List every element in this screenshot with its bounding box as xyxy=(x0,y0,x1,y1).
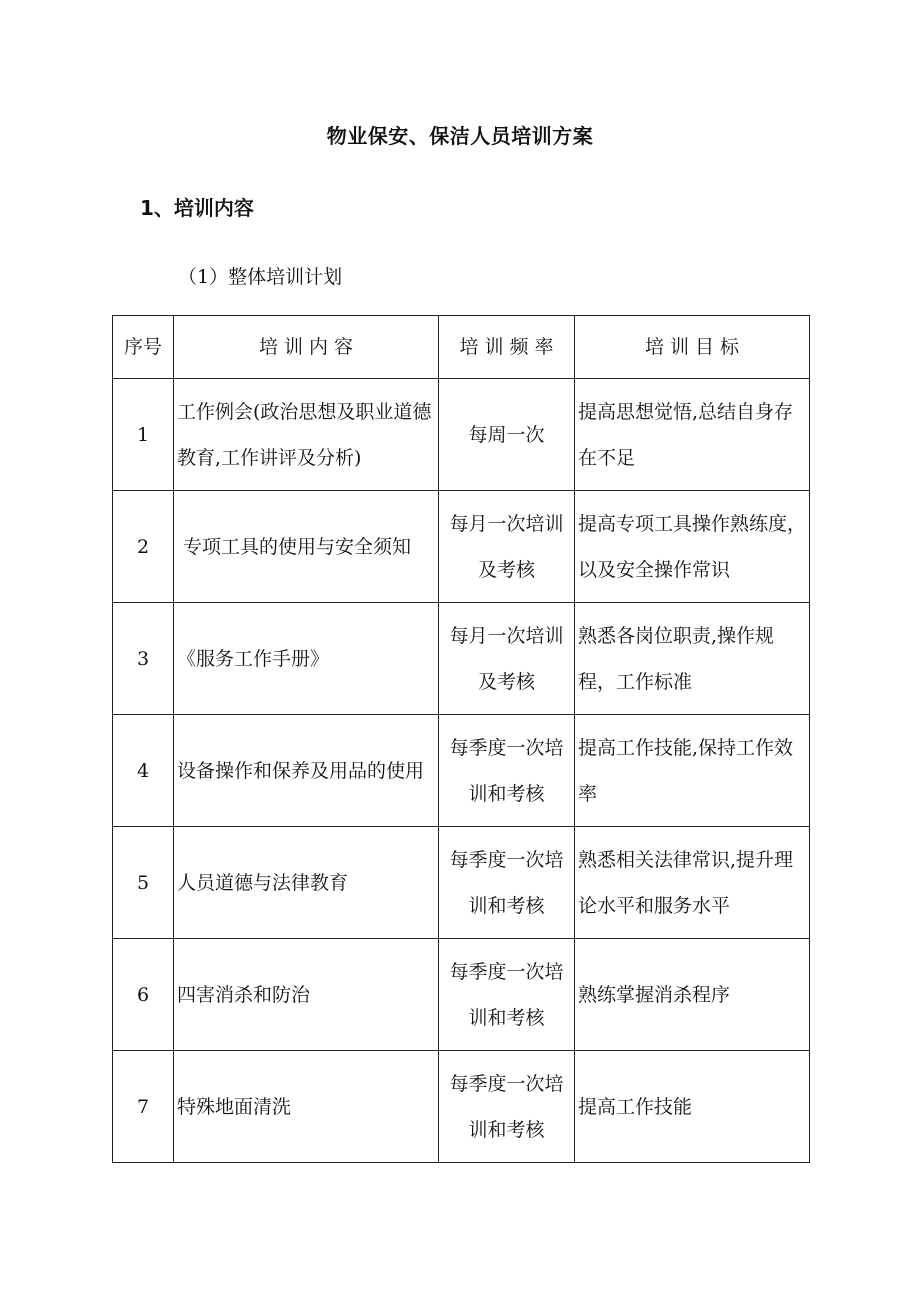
table-row xyxy=(113,1051,810,1163)
row-content: 工作例会(政治思想及职业道德教育,工作讲评及分析) xyxy=(174,379,439,491)
row-no: 7 xyxy=(113,1051,174,1163)
row-frequency: 每季度一次培训和考核 xyxy=(439,1051,575,1163)
row-content: 专项工具的使用与安全须知 xyxy=(174,491,439,603)
table-row xyxy=(113,491,810,603)
table-row xyxy=(113,379,810,491)
row-content: 人员道德与法律教育 xyxy=(174,827,439,939)
training-plan-table xyxy=(112,315,810,1163)
row-no: 1 xyxy=(113,379,174,491)
row-goal: 熟悉相关法律常识,提升理论水平和服务水平 xyxy=(575,827,810,939)
row-frequency: 每季度一次培训和考核 xyxy=(439,939,575,1051)
table-header-row xyxy=(113,316,810,379)
row-goal: 提高思想觉悟,总结自身存在不足 xyxy=(575,379,810,491)
header-frequency: 培 训 频 率 xyxy=(439,316,575,379)
row-frequency: 每月一次培训及考核 xyxy=(439,491,575,603)
document-title: 物业保安、保洁人员培训方案 xyxy=(326,124,594,148)
row-no: 4 xyxy=(113,715,174,827)
header-content: 培 训 内 容 xyxy=(174,316,439,379)
row-content: 设备操作和保养及用品的使用 xyxy=(174,715,439,827)
row-no: 2 xyxy=(113,491,174,603)
table-row xyxy=(113,827,810,939)
section-heading: 1、培训内容 xyxy=(140,196,254,220)
row-goal: 提高专项工具操作熟练度，以及安全操作常识 xyxy=(575,491,810,603)
row-goal: 提高工作技能 xyxy=(575,1051,810,1163)
header-no: 序号 xyxy=(113,316,174,379)
table-row xyxy=(113,939,810,1051)
row-content: 特殊地面清洗 xyxy=(174,1051,439,1163)
row-frequency: 每季度一次培训和考核 xyxy=(439,827,575,939)
row-goal: 熟练掌握消杀程序 xyxy=(575,939,810,1051)
header-goal: 培 训 目 标 xyxy=(575,316,810,379)
row-content: 《服务工作手册》 xyxy=(174,603,439,715)
row-no: 3 xyxy=(113,603,174,715)
row-content: 四害消杀和防治 xyxy=(174,939,439,1051)
row-frequency: 每周一次 xyxy=(439,379,575,491)
row-goal: 熟悉各岗位职责,操作规程，工作标准 xyxy=(575,603,810,715)
row-frequency: 每月一次培训及考核 xyxy=(439,603,575,715)
row-frequency: 每季度一次培训和考核 xyxy=(439,715,575,827)
row-goal: 提高工作技能,保持工作效率 xyxy=(575,715,810,827)
row-no: 5 xyxy=(113,827,174,939)
sub-heading: （1）整体培训计划 xyxy=(178,266,343,288)
table-row xyxy=(113,603,810,715)
table-row xyxy=(113,715,810,827)
row-no: 6 xyxy=(113,939,174,1051)
